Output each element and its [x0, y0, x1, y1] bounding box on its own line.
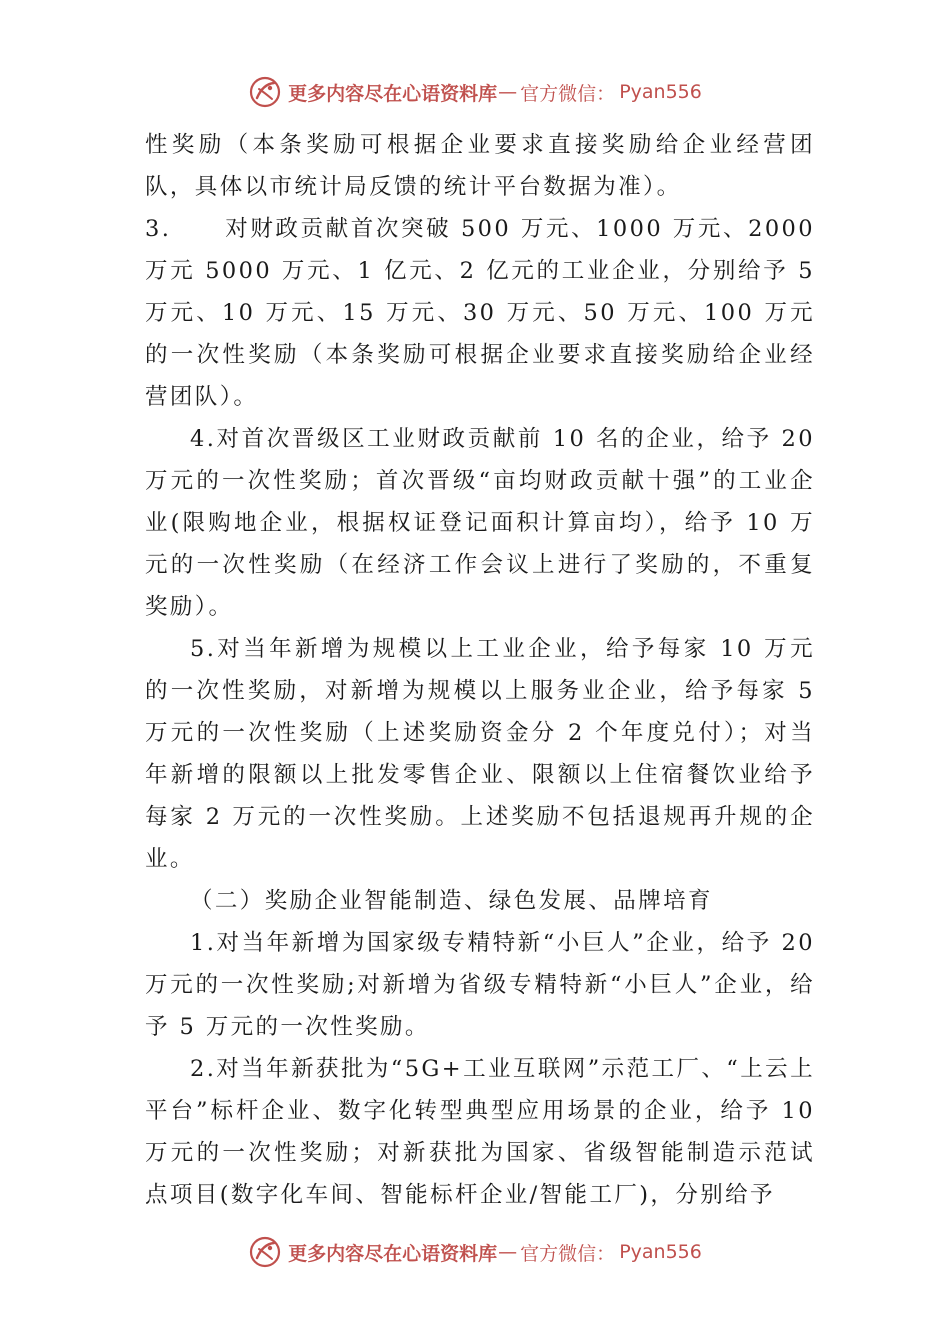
- item-number: 3.: [145, 216, 172, 242]
- section-heading: （二）奖励企业智能制造、绿色发展、品牌培育: [190, 888, 713, 914]
- seal-logo-icon: [248, 75, 282, 109]
- paragraph-item-4: 4.对首次晋级区工业财政贡献前 10 名的企业，给予 20 万元的一次性奖励；首次晋级“亩均财政贡献十强”的工业企业(限购地企业，根据权证登记面积计算亩均），给予 10 万元的一次性奖励（在经济工作会议上进行了奖励的，不重复奖励）。: [145, 426, 815, 620]
- paragraph-item-3: [145, 208, 815, 418]
- item-text: 对财政贡献首次突破 500 万元、1000 万元、2000 万元 5000 万元、1 亿元、2 亿元的工业企业，分别给予 5 万元、10 万元、15 万元、30 万元、50 万元、100 万元的一次性奖励（本条奖励可根据企业要求直接奖励给企业经营团队）。: [145, 216, 815, 410]
- paragraph-item-5: 5.对当年新增为规模以上工业企业，给予每家 10 万元的一次性奖励，对新增为规模以上服务业企业，给予每家 5 万元的一次性奖励（上述奖励资金分 2 个年度兑付）；对当年新增的限额以上批发零售企业、限额以上住宿餐饮业给予每家 2 万元的一次性奖励。上述奖励不包括退规再升规的企业。: [145, 636, 815, 872]
- footer-brand-text: 更多内容尽在心语资料库: [288, 1242, 498, 1265]
- footer-wechat-id: Pyan556: [619, 1241, 702, 1263]
- footer-separator: —: [498, 1241, 518, 1263]
- header-wechat-label: 官方微信：: [520, 82, 616, 105]
- document-body: [145, 124, 815, 1216]
- paragraph-item-1: 1.对当年新增为国家级专精特新“小巨人”企业，给予 20 万元的一次性奖励;对新增为省级专精特新“小巨人”企业，给予 5 万元的一次性奖励。: [145, 930, 815, 1040]
- header-separator: —: [498, 81, 518, 103]
- page-footer-banner: [0, 1232, 950, 1272]
- header-brand-text: 更多内容尽在心语资料库: [288, 82, 498, 105]
- footer-wechat-label: 官方微信：: [520, 1242, 616, 1265]
- page-header-banner: [0, 72, 950, 112]
- header-wechat-id: Pyan556: [619, 81, 702, 103]
- seal-logo-icon: [248, 1235, 282, 1269]
- paragraph-continuation: 性奖励（本条奖励可根据企业要求直接奖励给企业经营团队，具体以市统计局反馈的统计平台数据为准）。: [145, 132, 815, 200]
- paragraph-item-2: 2.对当年新获批为“5G+工业互联网”示范工厂、“上云上平台”标杆企业、数字化转型典型应用场景的企业，给予 10 万元的一次性奖励；对新获批为国家、省级智能制造示范试点项目(数字化车间、智能标杆企业/智能工厂)，分别给予: [145, 1056, 815, 1208]
